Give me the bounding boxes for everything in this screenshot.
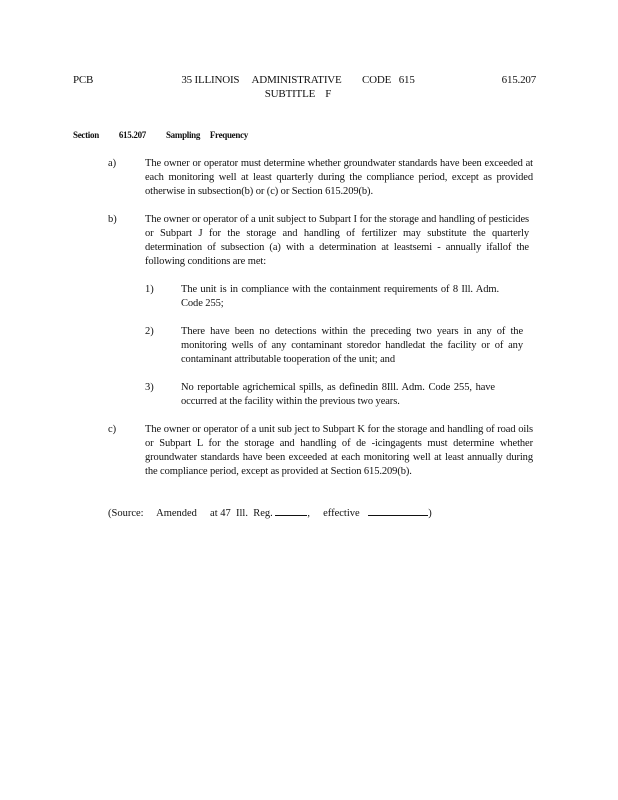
item-b3-text: No reportable agrichemical spills, as definedin 8Ill. Adm. Code 255, have occurred at the facility within the previous two years. [181,382,495,407]
section-label: Section [73,130,99,140]
header-title [130,73,466,101]
header-agency: PCB [73,74,94,86]
item-b-text: The owner or operator of a unit subject to Subpart I for the storage and handling of pesticides or Subpart J for the storage and handling of fertilizer may substitute the quarterly determination of subsection (a) with a determination at leastsemi - annually ifallof the following conditions are met: [145,214,529,267]
item-b1-text: The unit is in compliance with the containment requirements of 8 Ill. Adm. Code 255; [181,284,499,309]
header-title-line1: 35 ILLINOIS ADMINISTRATIVE CODE 615 [181,74,415,86]
item-b1-label: 1) [145,284,154,295]
source-prefix: (Source: Amended at 47 Ill. Reg. [108,508,273,519]
item-b2-text: There have been no detections within the preceding two years in any of the monitoring wells of any contaminant storedor handledat the facility or of any contaminant attributable tooperation of the unit; and [181,326,523,365]
item-c-label: c) [108,424,117,435]
effective-date-blank-line [368,505,428,516]
header-section-number: 615.207 [501,74,536,86]
source-note [108,505,432,521]
item-b-label: b) [108,214,117,225]
header-title-line2: SUBTITLE F [264,88,332,100]
item-a-text: The owner or operator must determine whether groundwater standards have been exceeded at each monitoring well at least quarterly during the compliance period, except as provided otherwise in subsection(b) or (c) or Section 615.209(b). [145,158,533,197]
source-suffix: ) [428,508,432,519]
section-heading [73,130,248,140]
item-a-label: a) [108,158,117,169]
section-number: 615.207 [118,130,147,140]
item-b2-label: 2) [145,326,154,337]
register-blank-line [275,505,307,516]
item-c-text: The owner or operator of a unit sub ject to Subpart K for the storage and handling of road oils or Subpart L for the storage and handling of de -icingagents must determine whether groundwater standards have been exceeded at each monitoring well at least annually during the compliance period, except as provided at Section 615.209(b). [145,424,533,477]
source-middle: , effective [307,508,360,519]
section-title: Sampling Frequency [165,130,248,140]
item-b3-label: 3) [145,382,154,393]
